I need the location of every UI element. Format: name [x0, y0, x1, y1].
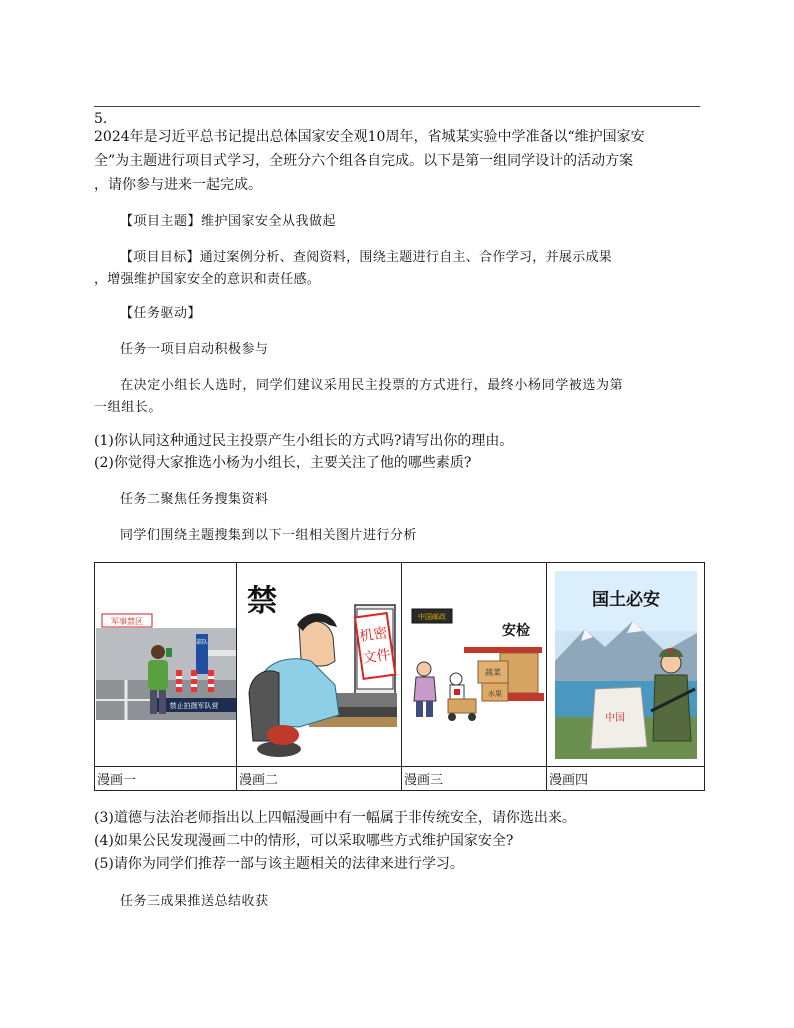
comic-2-cell — [237, 563, 402, 767]
comic-1-post-sign: 部队 — [195, 638, 208, 646]
question-number: 5. — [94, 111, 108, 127]
sub-question-2: (2)你觉得大家推选小杨为小组长，主要关注了他的哪些素质? — [94, 455, 472, 471]
task1-text-line-1: 在决定小组长人选时，同学们建议采用民主投票的方式进行，最终小杨同学被选为第 — [120, 378, 624, 393]
comic-2-image — [239, 565, 399, 765]
comic-3-caption: 漫画三 — [402, 767, 547, 791]
sub-question-4: (4)如果公民发现漫画二中的情形，可以采取哪些方式维护国家安全? — [94, 833, 514, 849]
comic-3-box-label-1: 蔬菜 — [485, 667, 501, 677]
project-theme: 【项目主题】维护国家安全从我做起 — [120, 214, 337, 229]
comic-3-cell — [402, 563, 547, 767]
comic-1-caption: 漫画一 — [95, 767, 237, 791]
comic-4-stone-text: 中国 — [604, 712, 625, 724]
task-drive-heading: 【任务驱动】 — [120, 306, 202, 321]
comic-4-poster-title: 国土必安 — [591, 589, 660, 610]
comic-1-image — [96, 610, 236, 720]
comic-3-security-sign: 安检 — [502, 622, 530, 639]
comic-2-secret-1: 机密 — [358, 624, 389, 645]
intro-line-1: 2024年是习近平总书记提出总体国家安全观10周年，省城某实验中学准备以“维护国家安 — [94, 129, 645, 145]
comics-table — [94, 562, 705, 791]
task2-title: 任务二聚焦任务搜集资料 — [120, 492, 269, 507]
task1-title: 任务一项目启动积极参与 — [120, 342, 269, 357]
comic-1-sign: 军事禁区 — [110, 616, 143, 626]
task1-text-line-2: 一组组长。 — [94, 400, 163, 415]
sub-question-3: (3)道德与法治老师指出以上四幅漫画中有一幅属于非传统安全，请你选出来。 — [94, 810, 576, 826]
comic-3-image — [404, 605, 544, 725]
comic-4-caption: 漫画四 — [547, 767, 705, 791]
sub-question-5: (5)请你为同学们推荐一部与该主题相关的法律来进行学习。 — [94, 856, 464, 872]
comic-1-cell — [95, 563, 237, 767]
comic-2-caption: 漫画二 — [237, 767, 402, 791]
intro-line-2: 全”为主题进行项目式学习，全班分六个组各自完成。以下是第一组同学设计的活动方案 — [94, 153, 634, 169]
intro-line-3: ，请你参与进来一起完成。 — [94, 177, 262, 193]
task2-text: 同学们围绕主题搜集到以下一组相关图片进行分析 — [120, 528, 418, 543]
comic-4-cell — [547, 563, 705, 767]
comic-2-forbidden-char: 禁 — [247, 583, 277, 619]
comic-3-station-sign: 中国邮政 — [418, 612, 446, 621]
task3-title: 任务三成果推送总结收获 — [120, 894, 269, 909]
project-goal-line-2: ，增强维护国家安全的意识和责任感。 — [94, 272, 321, 287]
comic-2-secret-2: 文件 — [361, 646, 392, 667]
sub-question-1: (1)你认同这种通过民主投票产生小组长的方式吗?请写出你的理由。 — [94, 433, 514, 449]
top-divider — [94, 106, 700, 107]
comic-3-box-label-2: 水果 — [488, 689, 502, 698]
comic-1-board: 禁止拍摄军队营 — [169, 701, 218, 710]
comic-4-image — [555, 571, 697, 759]
project-goal-line-1: 【项目目标】通过案例分析、查阅资料，围绕主题进行自主、合作学习，并展示成果 — [120, 250, 613, 265]
